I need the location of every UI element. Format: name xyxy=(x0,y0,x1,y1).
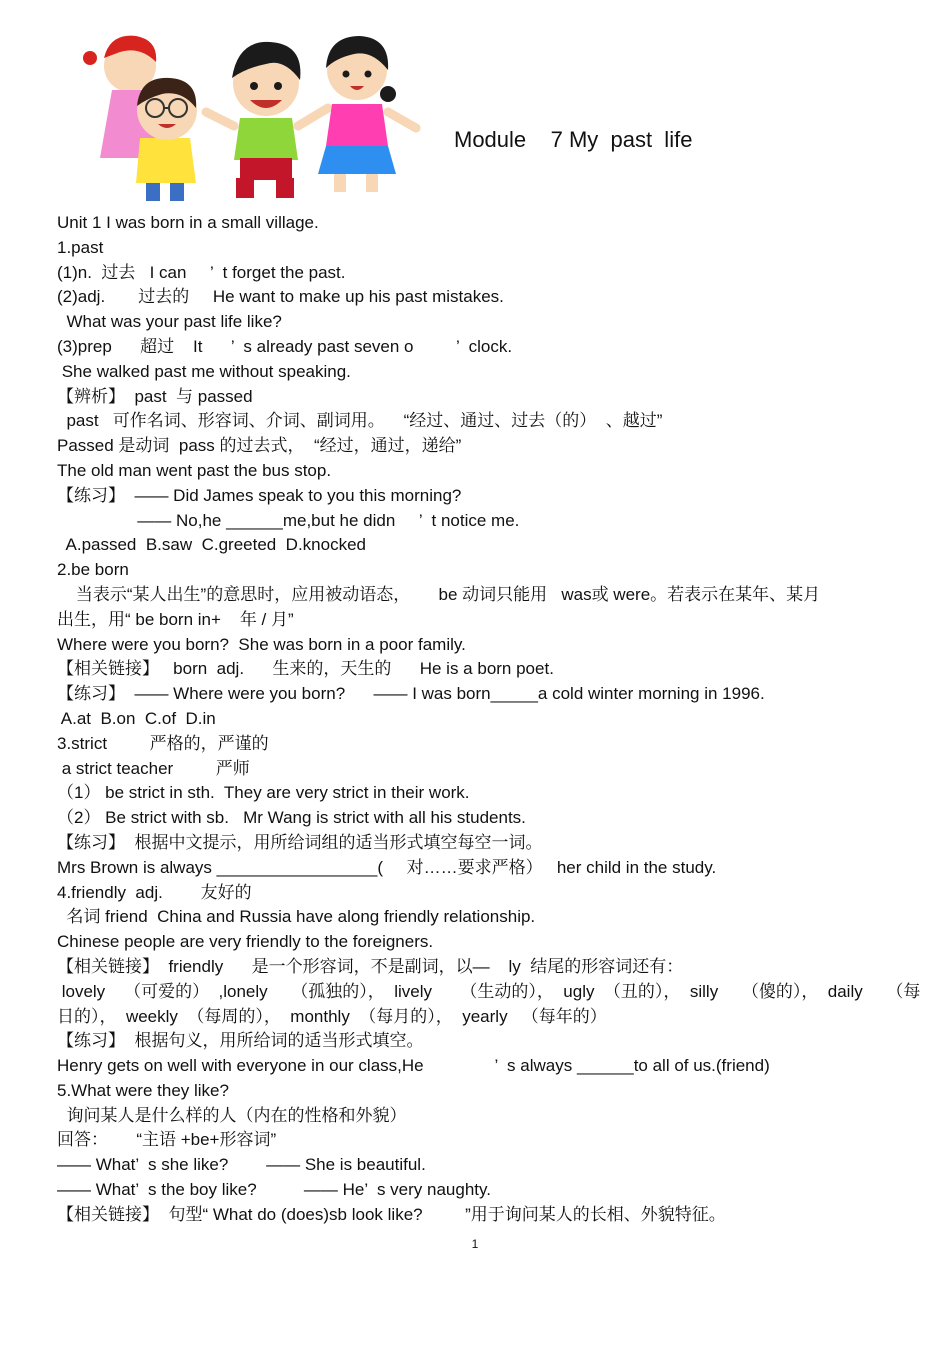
text-line: 【练习】 根据句义，用所给词的适当形式填空。 xyxy=(57,1031,424,1051)
text-line: lovely （可爱的） ,lonely （孤独的）， lively （生动的）， ugly （丑的）， silly （傻的）， daily （每 xyxy=(57,981,921,1001)
text-line: —— No,he ______me,but he didn ’ t notice me. xyxy=(57,510,520,530)
text-line: 名词 friend China and Russia have along friendly relationship. xyxy=(57,907,536,927)
text-line: （2） Be strict with sb. Mr Wang is strict with all his students. xyxy=(57,808,526,828)
text-line: (3)prep 超过 It ’ s already past seven o ’ clock. xyxy=(57,336,513,356)
text-line: 询问某人是什么样的人（内在的性格和外貌） xyxy=(57,1105,407,1125)
module-title: Module 7 My past life xyxy=(454,127,693,152)
text-line: —— What’ s she like? —— She is beautiful. xyxy=(57,1155,426,1175)
text-line: Mrs Brown is always _________________( 对……要求严格） her child in the study. xyxy=(57,857,717,877)
text-line: Henry gets on well with everyone in our class,He ’ s always ______to all of us.(friend) xyxy=(57,1056,770,1076)
boy-glasses-figure xyxy=(136,78,197,201)
text-line: 当表示“某人出生”的意思时，应用被动语态， be 动词只能用 was或 were。若表示在某年、某月 xyxy=(57,584,821,604)
text-line: 5.What were they like? xyxy=(57,1080,229,1100)
page-number: 1 xyxy=(471,1237,479,1251)
text-line: Passed 是动词 pass 的过去式， “经过，通过，递给” xyxy=(57,436,462,456)
text-line: past 可作名词、形容词、介词、副词用。 “经过、通过、过去（的） 、越过” xyxy=(57,411,663,431)
text-line: a strict teacher 严师 xyxy=(57,758,250,778)
text-line: —— What’ s the boy like? —— He’ s very naughty. xyxy=(57,1180,491,1200)
text-line: Chinese people are very friendly to the foreigners. xyxy=(57,932,434,952)
boy-center-figure xyxy=(206,42,328,198)
text-line: Where were you born? She was born in a poor family. xyxy=(57,634,466,654)
text-line: 1.past xyxy=(57,237,104,257)
text-line: 【相关链接】 friendly 是一个形容词，不是副词，以— ly 结尾的形容词还有： xyxy=(57,956,684,976)
text-line: A.at B.on C.of D.in xyxy=(57,708,216,728)
text-line: 2.be born xyxy=(57,560,129,580)
text-line: (1)n. 过去 I can ’ t forget the past. xyxy=(57,262,346,282)
text-line: 回答： “主语 +be+形容词” xyxy=(57,1130,277,1150)
girl-right-figure xyxy=(318,36,416,192)
text-line: 【练习】 —— Where were you born? —— I was born_____a cold winter morning in 1996. xyxy=(57,684,765,704)
children-illustration xyxy=(70,28,430,208)
text-line: Unit 1 I was born in a small village. xyxy=(57,213,319,232)
text-line: A.passed B.saw C.greeted D.knocked xyxy=(57,535,366,555)
text-line: 【相关链接】 born adj. 生来的，天生的 He is a born poet. xyxy=(57,659,554,679)
text-line: 【相关链接】 句型“ What do (does)sb look like? ”用于询问某人的长相、外貌特征。 xyxy=(57,1204,726,1224)
text-line: The old man went past the bus stop. xyxy=(57,460,332,480)
text-line: 【练习】 —— Did James speak to you this morning? xyxy=(57,485,462,505)
document-body xyxy=(57,211,921,1228)
text-line: What was your past life like? xyxy=(57,312,282,332)
text-line: (2)adj. 过去的 He want to make up his past mistakes. xyxy=(57,287,504,307)
text-line: 日的）， weekly （每周的）， monthly （每月的）， yearly （每年的） xyxy=(57,1006,607,1026)
text-line: She walked past me without speaking. xyxy=(57,361,351,381)
text-line: 3.strict 严格的，严谨的 xyxy=(57,733,269,753)
children-cartoon-image xyxy=(70,28,430,208)
text-line: 出生，用“ be born in+ 年 / 月” xyxy=(57,609,294,629)
text-line: 【辨析】 past 与 passed xyxy=(57,386,253,406)
text-line: （1） be strict in sth. They are very strict in their work. xyxy=(57,783,470,803)
text-line: 【练习】 根据中文提示，用所给词组的适当形式填空每空一词。 xyxy=(57,832,543,852)
text-line: 4.friendly adj. 友好的 xyxy=(57,882,252,902)
